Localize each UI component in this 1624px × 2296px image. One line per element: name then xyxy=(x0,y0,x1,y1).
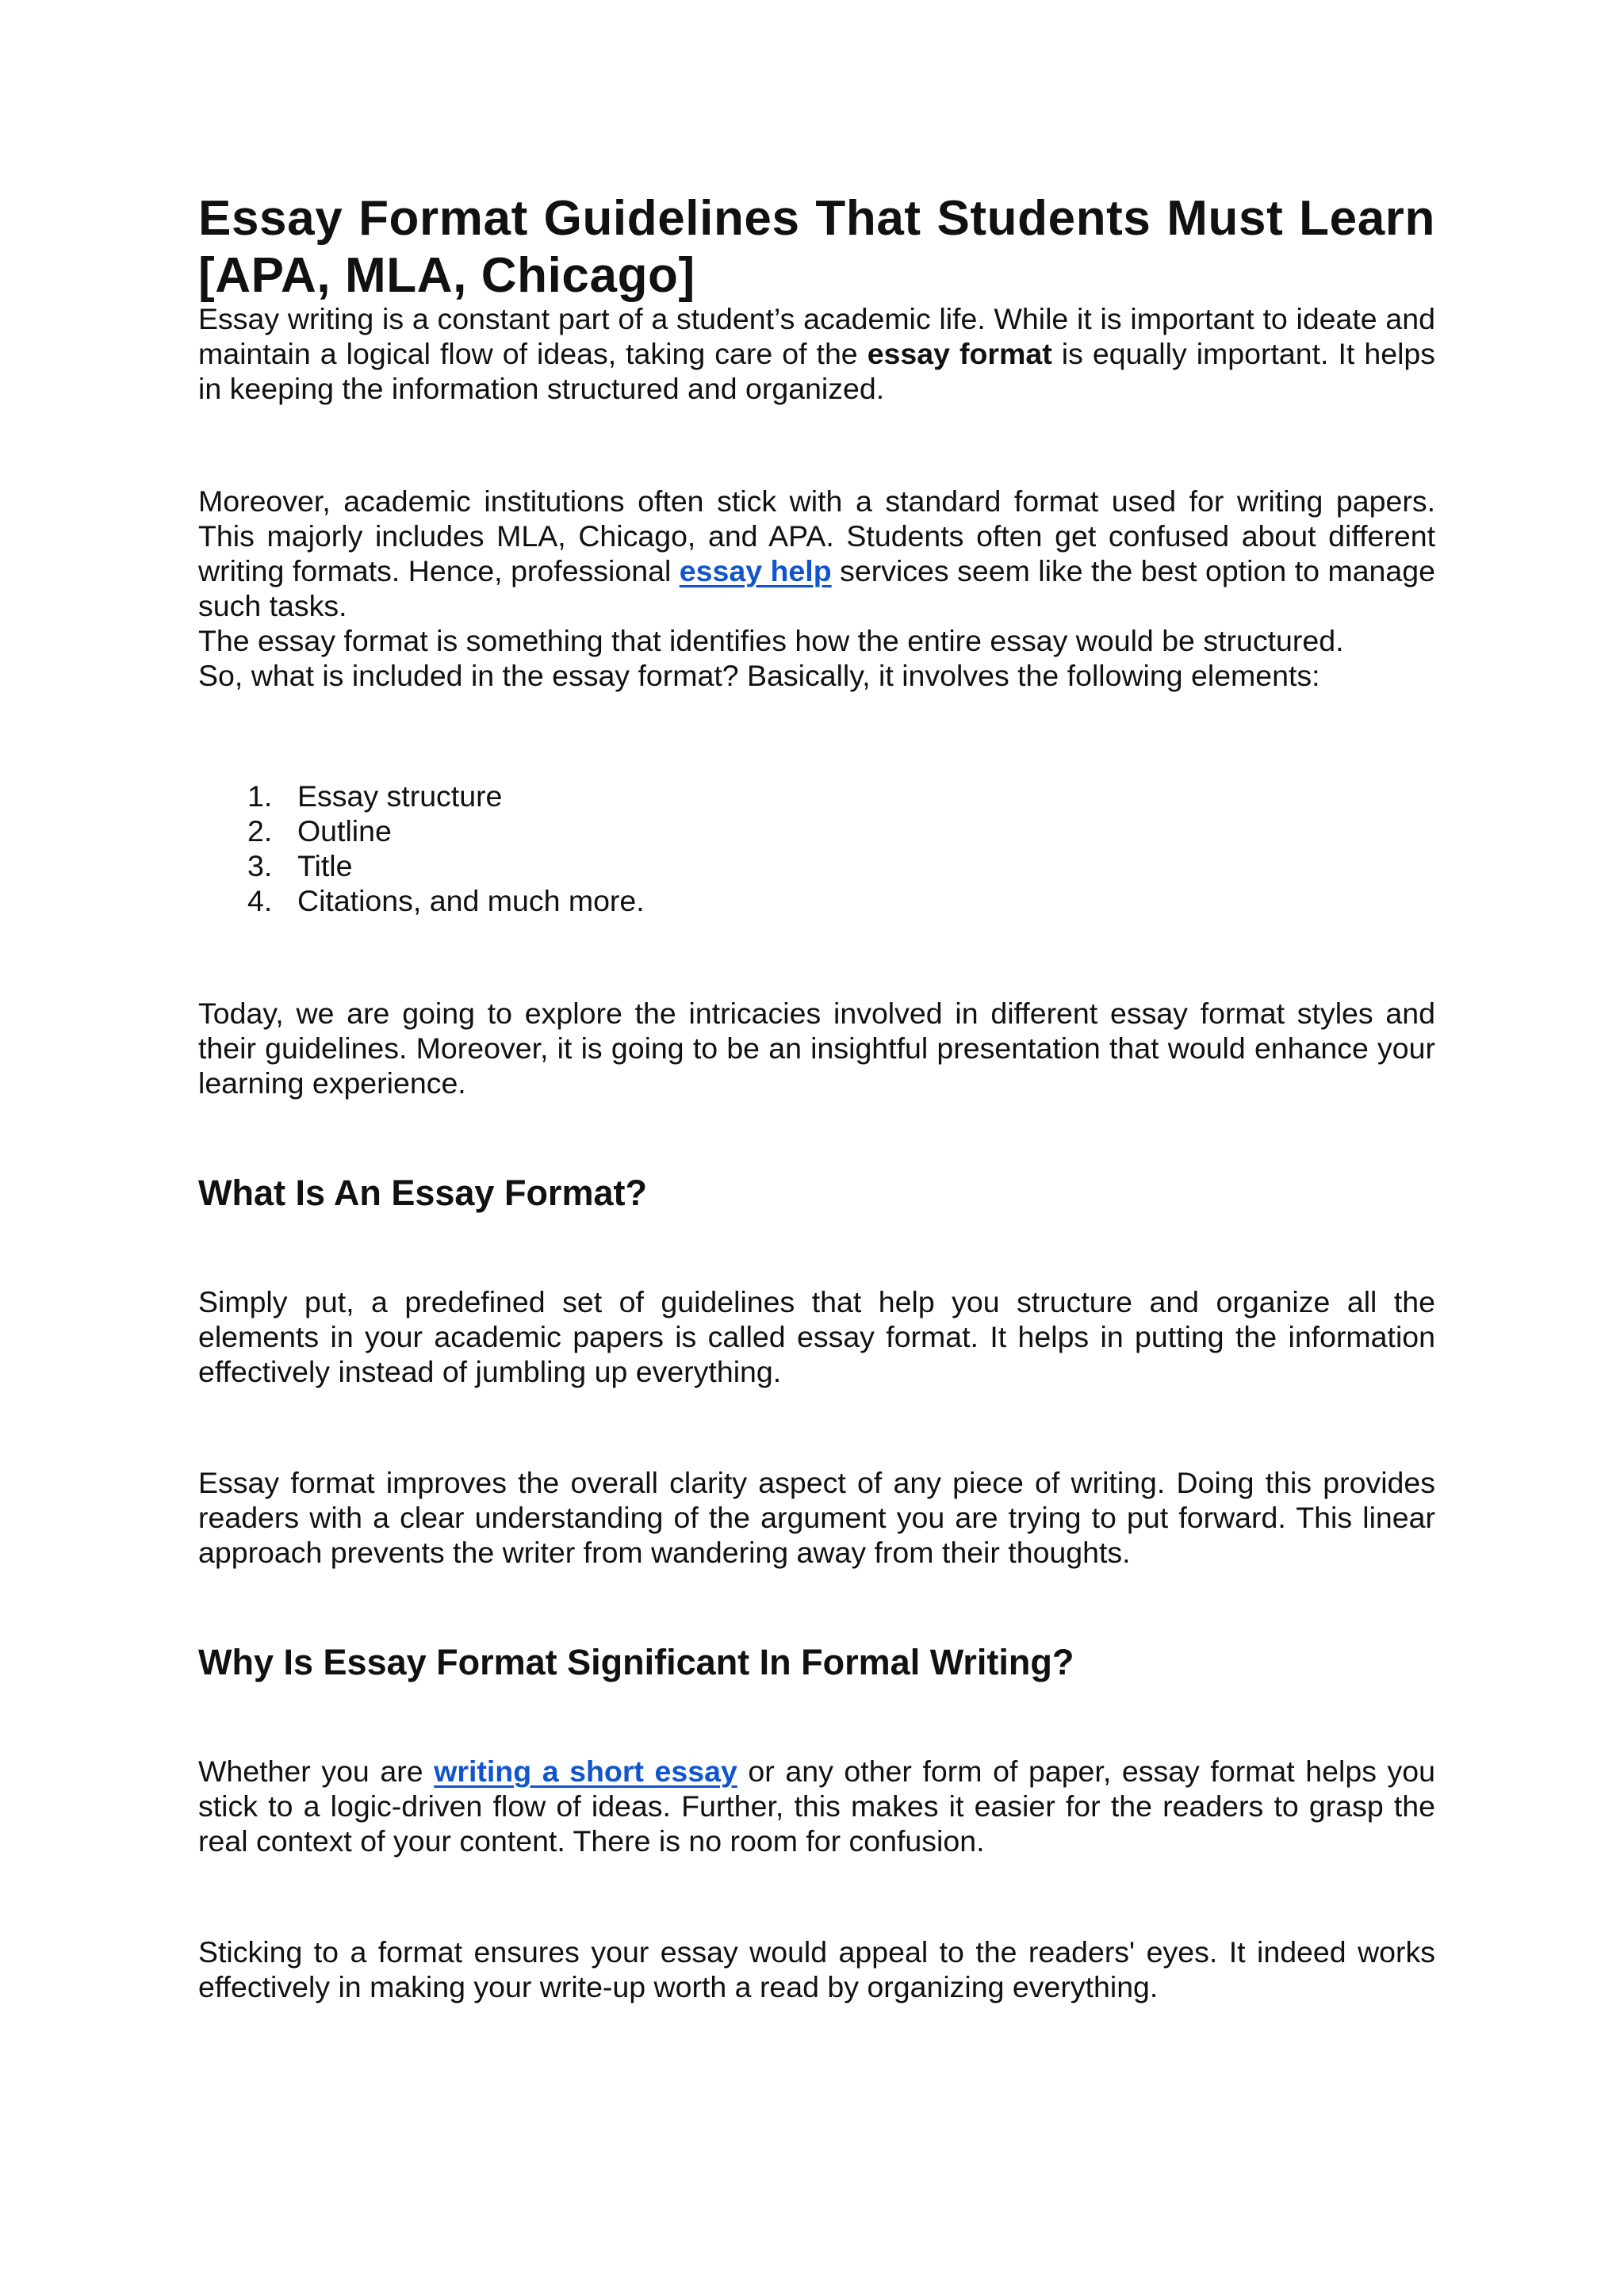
document-title: Essay Format Guidelines That Students Must Learn [APA, MLA, Chicago] xyxy=(198,191,1435,303)
list-number: 4. xyxy=(247,884,273,917)
elements-list xyxy=(198,779,1435,918)
list-number: 1. xyxy=(247,779,273,813)
essay-format-bold: essay format xyxy=(867,337,1052,370)
document-page xyxy=(198,190,1435,2004)
list-text: Citations, and much more. xyxy=(297,884,645,917)
appeal-paragraph: Sticking to a format ensures your essay would appeal to the readers' eyes. It indeed works effectively in making your write-up worth a read by organizing everything. xyxy=(198,1935,1435,2003)
intro-paragraph xyxy=(198,301,1435,406)
intro-text-start: Essay writing is a constant part of a student’s academic life. While it is important to ideate and maintain a logical flow of ideas, taking care of the xyxy=(198,302,1435,370)
logic-text-start: Whether you are xyxy=(198,1755,435,1788)
short-essay-link[interactable]: writing a short essay xyxy=(434,1755,737,1788)
elements-paragraph: So, what is included in the essay format? Basically, it involves the following elements: xyxy=(198,659,1320,692)
logic-text-end: or any other form of paper, essay format helps you stick to a logic-driven flow of ideas. Further, this makes it easier for the readers to grasp the real context of your content. There is no room for confusion. xyxy=(198,1755,1436,1858)
list-number: 3. xyxy=(247,849,273,882)
essay-help-link[interactable]: essay help xyxy=(679,554,832,587)
list-item xyxy=(198,779,1435,813)
list-item xyxy=(198,848,1435,883)
formats-text-start: Moreover, academic institutions often stick with a standard format used for writing papers. This majorly includes MLA, Chicago, and APA. Students often get confused about different writing formats. Hence, professional xyxy=(198,484,1435,587)
clarity-paragraph: Essay format improves the overall clarity aspect of any piece of writing. Doing this provides readers with a clear understanding of the argument you are trying to put forward. This linear approach prevents the writer from wandering away from their thoughts. xyxy=(198,1466,1435,1569)
list-text: Essay structure xyxy=(297,779,503,813)
structure-paragraph: The essay format is something that identifies how the entire essay would be structured. xyxy=(198,624,1344,657)
list-number: 2. xyxy=(247,814,273,848)
list-item xyxy=(198,883,1435,918)
intro-text-end: is equally important. It helps in keeping the information structured and organized. xyxy=(198,337,1436,405)
logic-paragraph xyxy=(198,1754,1435,1858)
definition-paragraph: Simply put, a predefined set of guidelines that help you structure and organize all the elements in your academic papers is called essay format. It helps in putting the information effectively instead of jumbling up everything. xyxy=(198,1285,1435,1388)
section-heading-why-significant: Why Is Essay Format Significant In Formal Writing? xyxy=(198,1642,1074,1682)
list-text: Outline xyxy=(297,814,392,848)
formats-paragraph xyxy=(198,484,1435,623)
exploration-paragraph: Today, we are going to explore the intricacies involved in different essay format styles and their guidelines. Moreover, it is going to be an insightful presentation that would enhance your learning experience. xyxy=(198,997,1435,1100)
section-heading-what-is: What Is An Essay Format? xyxy=(198,1173,647,1213)
list-text: Title xyxy=(297,849,353,882)
list-item xyxy=(198,813,1435,848)
formats-text-end: services seem like the best option to manage such tasks. xyxy=(198,554,1435,622)
